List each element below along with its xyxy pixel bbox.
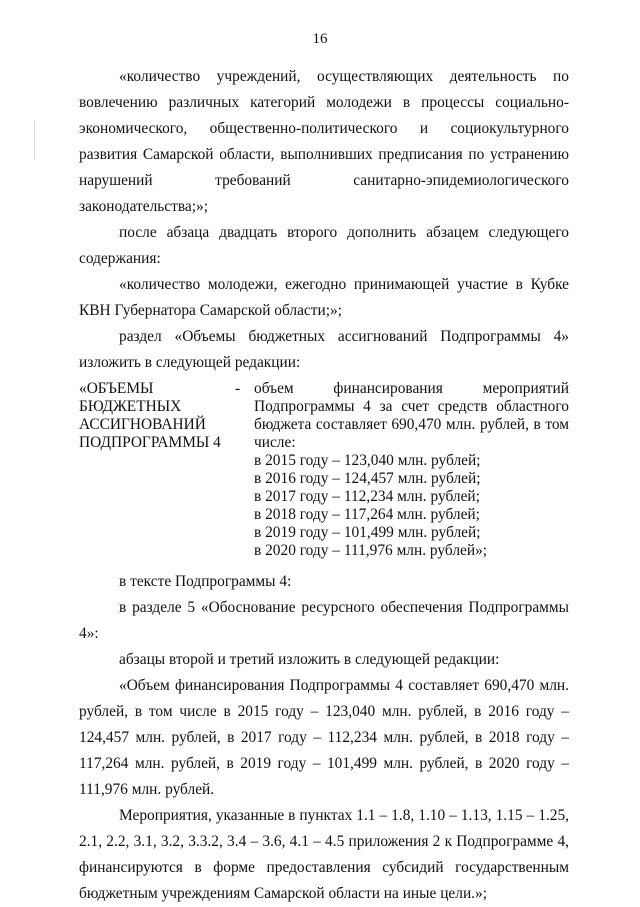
- intro-line-last: числе:: [254, 434, 296, 451]
- year-amount-line: в 2020 году – 111,976 млн. рублей»;: [254, 542, 488, 559]
- paragraph-financing-volume: «Объем финансирования Подпрограммы 4 составляет 690,470 млн. рублей, в том числе в 2015 году – 123,040 млн. рублей, в 2016 году – 124,457 млн. рублей, в 2017 году – 112,234 млн. рублей, в 2018 году – 117,264 млн. рублей, в 2019 году – 101,499 млн. рублей, в 2020 году – 111,976 млн. рублей.: [79, 677, 569, 798]
- heading-line: БЮДЖЕТНЫХ: [79, 398, 182, 415]
- paragraph-abzacy: абзацы второй и третий изложить в следующей редакции:: [119, 651, 500, 668]
- heading-line: ПОДПРОГРАММЫ 4: [79, 434, 221, 451]
- table-right-content: [254, 380, 569, 560]
- year-amount-line: в 2016 году – 124,457 млн. рублей;: [254, 470, 481, 487]
- paragraph-measures: Мероприятия, указанные в пунктах 1.1 – 1.8, 1.10 – 1.13, 1.15 – 1.25, 2.1, 2.2, 3.1, 3.2, 3.3.2, 3.4 – 3.6, 4.1 – 4.5 приложения 2 к Подпрограмме 4, финансируются в форме предоставления субсидий государственным бюджетным учреждениям Самарской области на иные цели.»;: [79, 807, 569, 902]
- paragraph-section-5: в разделе 5 «Обоснование ресурсного обеспечения Подпрограммы 4»:: [79, 599, 569, 642]
- year-amount-line: в 2018 году – 117,264 млн. рублей;: [254, 506, 480, 523]
- intro-line: объем финансирования мероприятий: [254, 380, 569, 397]
- heading-line: АССИГНОВАНИЙ: [79, 416, 206, 433]
- intro-line: Подпрограммы 4 за счет средств областного: [254, 398, 569, 415]
- paragraph-in-text: в тексте Подпрограммы 4:: [119, 573, 292, 590]
- table-left-heading: [79, 380, 229, 452]
- page-number: 16: [312, 31, 328, 47]
- text-block-bottom: [79, 569, 569, 907]
- scan-margin-mark: [34, 120, 35, 160]
- paragraph-kvn-indicator: «количество молодежи, ежегодно принимающей участие в Кубке КВН Губернатора Самарской области;»;: [79, 276, 569, 319]
- text-block-top: [79, 64, 569, 376]
- year-amount-line: в 2015 году – 123,040 млн. рублей;: [254, 452, 481, 469]
- paragraph-indicator-text: «количество учреждений, осуществляющих деятельность по вовлечению различных категорий молодежи в процессы социально-экономического, общественно-политического и социокультурного развития Самарской области, выполнивших предписания по устранению нарушений требований санитарно-эпидемиологического законодательства;»;: [79, 68, 569, 215]
- intro-line: бюджета составляет 690,470 млн. рублей, в том: [254, 416, 569, 433]
- year-amount-line: в 2017 году – 112,234 млн. рублей;: [254, 488, 480, 505]
- table-dash: -: [235, 380, 241, 397]
- heading-line: «ОБЪЕМЫ: [79, 380, 154, 397]
- year-amounts-list: [254, 434, 569, 560]
- paragraph-section-volumes: раздел «Объемы бюджетных ассигнований Подпрограммы 4» изложить в следующей редакции:: [79, 328, 569, 371]
- paragraph-after-abzac: после абзаца двадцать второго дополнить абзацем следующего содержания:: [79, 224, 569, 267]
- year-amount-line: в 2019 году – 101,499 млн. рублей;: [254, 524, 481, 541]
